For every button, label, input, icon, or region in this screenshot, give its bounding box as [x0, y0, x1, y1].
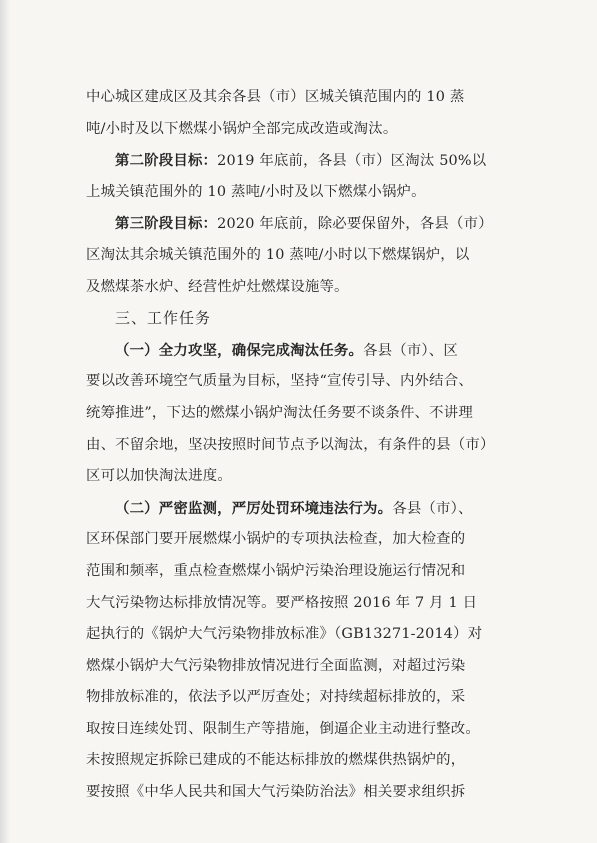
body-line: 大气污染物达标排放情况等。要严格按照 2016 年 7 月 1 日: [86, 594, 478, 611]
stage-three-label: 第三阶段目标：: [115, 215, 218, 233]
stage-two-line: [86, 145, 510, 177]
body-line: 未按照规定拆除已建成的不能达标排放的燃煤供热锅炉的，: [86, 752, 466, 769]
body-line: 要按照《中华人民共和国大气污染防治法》相关要求组织拆: [86, 784, 466, 801]
body-line: 由、不留余地，坚决按照时间节点予以淘汰，有条件的县（市）: [86, 436, 495, 453]
body-line: 区环保部门要开展燃煤小锅炉的专项执法检查，加大检查的: [86, 531, 466, 548]
task-two-line: [86, 493, 510, 525]
body-line: 要以改善环境空气质量为目标，坚持“宣传引导、内外结合、: [86, 373, 473, 390]
stage-two-label: 第二阶段目标：: [115, 152, 218, 170]
body-line: 范围和频率，重点检查燃煤小锅炉污染治理设施运行情况和: [86, 562, 466, 579]
scan-edge-shadow: [0, 0, 10, 843]
body-line: 区可以加快淘汰进度。: [86, 468, 232, 485]
task-two-title: （二）严密监测，严厉处罚环境违法行为。: [115, 499, 393, 517]
body-line: 物排放标准的，依法予以严厉查处；对持续超标排放的，采: [86, 689, 466, 706]
task-two-text: 各县（市）、: [392, 500, 473, 517]
body-line: 区淘汰其余城关镇范围外的 10 蒸吨/小时以下燃煤锅炉，以: [86, 246, 470, 263]
task-one-title: （一）全力攻坚，确保完成淘汰任务。: [115, 341, 364, 359]
stage-three-line: [86, 208, 510, 240]
stage-two-text: 2019 年底前，各县（市）区淘汰 50%以: [217, 153, 487, 170]
body-line: 吨/小时及以下燃煤小锅炉全部完成改造或淘汰。: [86, 120, 398, 137]
body-line: 及燃煤茶水炉、经营性炉灶燃煤设施等。: [86, 278, 349, 295]
body-line: 燃煤小锅炉大气污染物排放情况进行全面监测，对超过污染: [86, 657, 466, 674]
body-line: 统筹推进”，下达的燃煤小锅炉淘汰任务要不谈条件、不讲理: [86, 404, 473, 421]
task-one-text: 各县（市）、区: [363, 342, 458, 359]
body-line: 起执行的《锅炉大气污染物排放标准》（GB13271-2014）对: [86, 626, 483, 643]
task-one-line: [86, 335, 510, 367]
body-line: 上城关镇范围外的 10 蒸吨/小时及以下燃煤小锅炉。: [86, 183, 426, 200]
section-heading: 三、工作任务: [115, 309, 212, 328]
stage-three-text: 2020 年底前，除必要保留外，各县（市）: [217, 216, 493, 233]
body-line: 中心城区建成区及其余各县（市）区城关镇范围内的 10 蒸: [86, 89, 465, 105]
document-body: [86, 82, 510, 809]
body-line: 取按日连续处罚、限制生产等措施，倒逼企业主动进行整改。: [86, 720, 480, 737]
